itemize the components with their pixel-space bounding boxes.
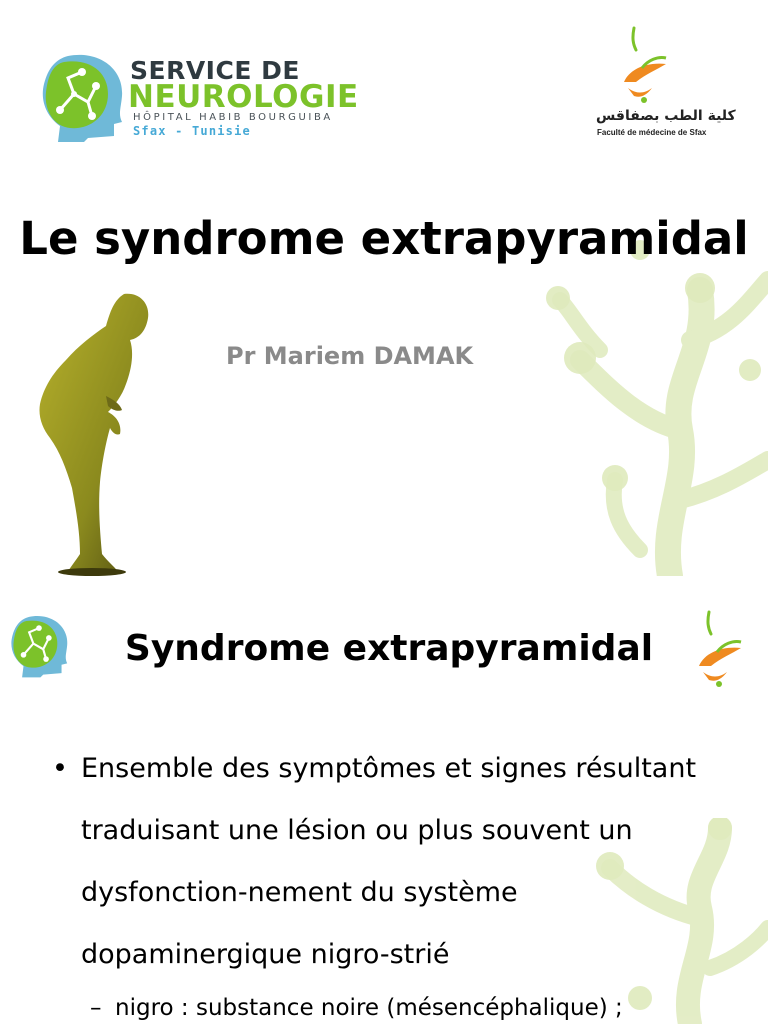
slide-title: Syndrome extrapyramidal — [124, 628, 654, 669]
bullet-line: dysfonction-nement du système — [81, 877, 518, 908]
sub-bullet-item — [52, 990, 732, 1024]
logo-line-neurologie: NEUROLOGIE — [128, 79, 359, 115]
faculty-name-arabic: كلية الطب بصفاقس — [596, 108, 736, 124]
logo-line-city: Sfax - Tunisie — [133, 124, 251, 138]
bullet-line: traduisant une lésion ou plus souvent un — [81, 815, 633, 846]
coral-branch-icon — [540, 230, 768, 576]
bullet-line: dopaminergique nigro-strié — [81, 939, 450, 970]
bullet-item — [52, 738, 732, 986]
content-slide — [0, 588, 768, 1024]
faculty-swoosh-icon — [622, 24, 668, 104]
bullet-marker: • — [52, 753, 68, 784]
sub-bullet-marker: – — [90, 995, 102, 1021]
faculty-name-french: Faculté de médecine de Sfax — [597, 128, 707, 137]
hunched-figure-image — [36, 292, 154, 576]
brain-head-icon — [38, 50, 126, 142]
logo-line-hospital: HÔPITAL HABIB BOURGUIBA — [133, 112, 333, 123]
bullet-list — [52, 738, 732, 1024]
sub-bullet-text: nigro : substance noire (mésencéphalique) ; — [115, 995, 623, 1021]
logo-line-service: SERVICE DE — [130, 56, 300, 85]
bullet-line: Ensemble des symptômes et signes résultant — [81, 753, 697, 784]
author-name: Pr Mariem DAMAK — [226, 342, 474, 370]
presentation-title: Le syndrome extrapyramidal — [19, 212, 749, 265]
